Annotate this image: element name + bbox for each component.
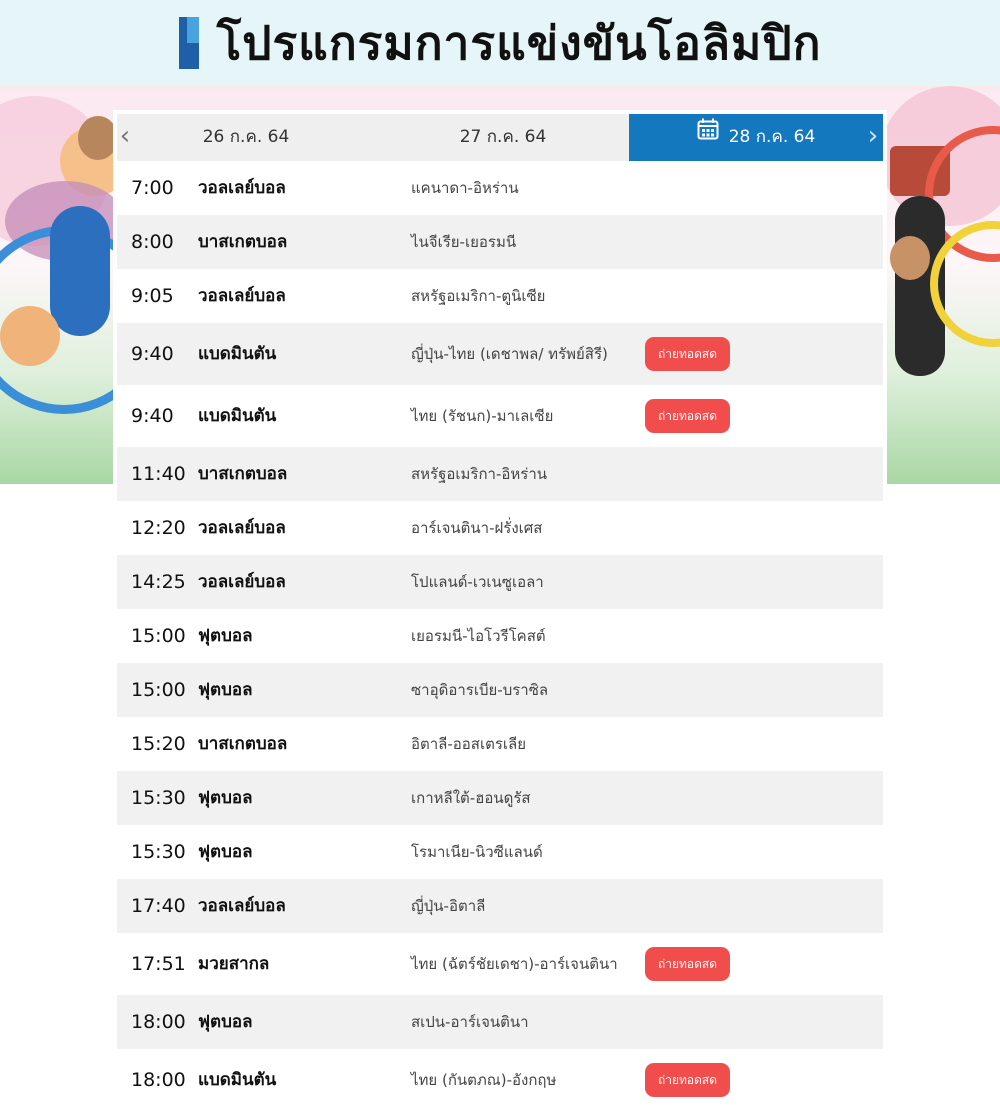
schedule-row[interactable] xyxy=(117,771,883,825)
schedule-row[interactable] xyxy=(117,663,883,717)
calendar-icon xyxy=(697,112,719,159)
event-match: ญี่ปุ่น-ไทย (เดชาพล/ ทรัพย์สิรี) xyxy=(411,345,608,363)
event-match: สเปน-อาร์เจนตินา xyxy=(411,1013,529,1031)
date-tab-active[interactable] xyxy=(629,114,883,161)
schedule-row[interactable] xyxy=(117,609,883,663)
event-sport: ฟุตบอล xyxy=(198,626,253,646)
page-title: โปรแกรมการแข่งขันโอลิมปิก xyxy=(216,15,822,70)
schedule-row[interactable] xyxy=(117,323,883,385)
event-time: 14:25 xyxy=(131,571,186,593)
event-match: โรมาเนีย-นิวซีแลนด์ xyxy=(411,843,543,861)
event-sport: บาสเกตบอล xyxy=(198,734,288,754)
schedule-row[interactable] xyxy=(117,717,883,771)
event-sport: ฟุตบอล xyxy=(198,680,253,700)
event-match: ไทย (กันตภณ)-อังกฤษ xyxy=(411,1071,557,1089)
event-time: 15:30 xyxy=(131,787,186,809)
live-broadcast-button[interactable]: ถ่ายทอดสด xyxy=(645,1063,730,1097)
event-time: 15:00 xyxy=(131,679,186,701)
live-broadcast-button[interactable]: ถ่ายทอดสด xyxy=(645,399,730,433)
event-time: 18:00 xyxy=(131,1069,186,1091)
event-match: สหรัฐอเมริกา-อิหร่าน xyxy=(411,465,548,483)
event-time: 15:00 xyxy=(131,625,186,647)
event-time: 17:40 xyxy=(131,895,186,917)
schedule-row[interactable] xyxy=(117,161,883,215)
event-match: ไทย (รัชนก)-มาเลเซีย xyxy=(411,407,554,425)
event-sport: ฟุตบอล xyxy=(198,1012,253,1032)
event-match: เกาหลีใต้-ฮอนดูรัส xyxy=(411,789,531,807)
schedule-row[interactable] xyxy=(117,933,883,995)
chevron-right-icon[interactable]: › xyxy=(867,121,879,151)
schedule-row[interactable] xyxy=(117,215,883,269)
schedule-row[interactable] xyxy=(117,995,883,1049)
event-match: ซาอุดิอารเบีย-บราซิล xyxy=(411,681,549,699)
live-broadcast-button[interactable]: ถ่ายทอดสด xyxy=(645,947,730,981)
event-sport: วอลเลย์บอล xyxy=(198,518,286,538)
event-sport: ฟุตบอล xyxy=(198,842,253,862)
date-tabs xyxy=(117,114,883,161)
event-sport: แบดมินตัน xyxy=(198,344,277,364)
date-tab-label: 28 ก.ค. 64 xyxy=(728,127,816,147)
date-tab[interactable]: 26 ก.ค. 64 xyxy=(202,127,290,147)
event-sport: วอลเลย์บอล xyxy=(198,178,286,198)
event-sport: บาสเกตบอล xyxy=(198,232,288,252)
event-sport: วอลเลย์บอล xyxy=(198,572,286,592)
live-broadcast-button[interactable]: ถ่ายทอดสด xyxy=(645,337,730,371)
event-sport: บาสเกตบอล xyxy=(198,464,288,484)
event-time: 8:00 xyxy=(131,231,174,253)
schedule-list xyxy=(117,161,883,1111)
event-time: 15:30 xyxy=(131,841,186,863)
schedule-card xyxy=(113,110,887,1103)
event-sport: แบดมินตัน xyxy=(198,406,277,426)
schedule-row[interactable] xyxy=(117,825,883,879)
event-time: 11:40 xyxy=(131,463,186,485)
event-match: ไนจีเรีย-เยอรมนี xyxy=(411,233,517,251)
chevron-left-icon[interactable]: ‹ xyxy=(119,121,131,151)
event-sport: มวยสากล xyxy=(198,954,270,974)
schedule-row[interactable] xyxy=(117,555,883,609)
schedule-row[interactable] xyxy=(117,447,883,501)
event-time: 17:51 xyxy=(131,953,186,975)
event-time: 18:00 xyxy=(131,1011,186,1033)
schedule-row[interactable] xyxy=(117,879,883,933)
event-match: แคนาดา-อิหร่าน xyxy=(411,179,519,197)
logo-icon xyxy=(179,17,199,69)
schedule-row[interactable] xyxy=(117,269,883,323)
event-match: ไทย (ฉัตร์ชัยเดชา)-อาร์เจนตินา xyxy=(411,955,618,973)
event-time: 15:20 xyxy=(131,733,186,755)
date-tab[interactable]: 27 ก.ค. 64 xyxy=(459,127,547,147)
event-time: 9:40 xyxy=(131,405,174,427)
page-header xyxy=(0,0,1000,86)
event-time: 9:40 xyxy=(131,343,174,365)
event-match: สหรัฐอเมริกา-ตูนิเซีย xyxy=(411,287,546,305)
event-sport: แบดมินตัน xyxy=(198,1070,277,1090)
event-sport: วอลเลย์บอล xyxy=(198,286,286,306)
event-match: เยอรมนี-ไอโวรีโคสต์ xyxy=(411,627,546,645)
schedule-row[interactable] xyxy=(117,501,883,555)
event-sport: วอลเลย์บอล xyxy=(198,896,286,916)
event-match: ญี่ปุ่น-อิตาลี xyxy=(411,897,486,915)
schedule-row[interactable] xyxy=(117,1049,883,1111)
schedule-row[interactable] xyxy=(117,385,883,447)
event-match: โปแลนด์-เวเนซูเอลา xyxy=(411,573,544,591)
event-time: 12:20 xyxy=(131,517,186,539)
event-time: 7:00 xyxy=(131,177,174,199)
event-match: อาร์เจนตินา-ฝรั่งเศส xyxy=(411,519,543,537)
event-time: 9:05 xyxy=(131,285,174,307)
event-match: อิตาลี-ออสเตรเลีย xyxy=(411,735,526,753)
event-sport: ฟุตบอล xyxy=(198,788,253,808)
